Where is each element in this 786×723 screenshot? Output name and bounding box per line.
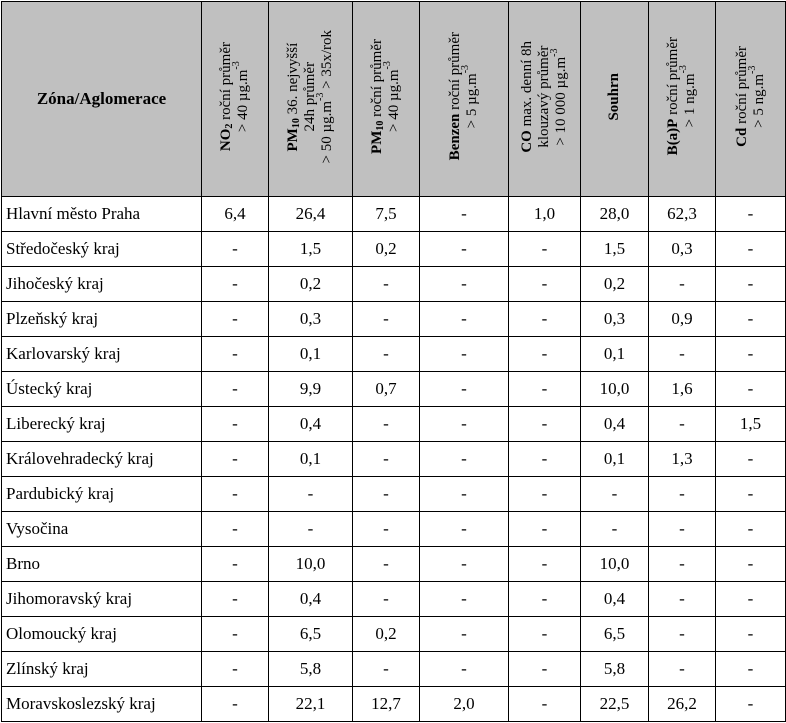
value-cell: 26,4 (269, 197, 353, 232)
value-cell: - (353, 512, 420, 547)
value-cell: - (420, 547, 509, 582)
value-cell: - (649, 407, 716, 442)
zone-cell: Jihomoravský kraj (2, 582, 202, 617)
value-cell: 1,0 (509, 197, 581, 232)
value-cell: - (716, 687, 786, 722)
zone-cell: Ústecký kraj (2, 372, 202, 407)
value-cell: - (420, 337, 509, 372)
value-cell: - (420, 302, 509, 337)
value-cell: - (202, 337, 269, 372)
header-no2: $NO_2$ roční průměr > 40 $\mu g.m^{-3}$ (202, 2, 269, 197)
value-cell: - (420, 232, 509, 267)
value-cell: - (420, 477, 509, 512)
value-cell: 6,5 (581, 617, 649, 652)
value-cell: - (716, 652, 786, 687)
value-cell: - (202, 232, 269, 267)
zone-cell: Plzeňský kraj (2, 302, 202, 337)
value-cell: 0,3 (581, 302, 649, 337)
value-cell: - (509, 337, 581, 372)
value-cell: - (202, 477, 269, 512)
value-cell: - (420, 267, 509, 302)
table-row (2, 512, 786, 547)
value-cell: - (716, 582, 786, 617)
value-cell: - (420, 407, 509, 442)
value-cell: 10,0 (581, 372, 649, 407)
value-cell: - (509, 302, 581, 337)
value-cell: - (353, 547, 420, 582)
value-cell: - (509, 547, 581, 582)
value-cell: 0,1 (269, 442, 353, 477)
value-cell: - (509, 582, 581, 617)
header-pm10-24h: $PM_{10}$ 36. nejvyšší 24h průměr > 50 $\mu g.m^{-3} > 35x/rok$ (269, 2, 353, 197)
zone-cell: Brno (2, 547, 202, 582)
table-row (2, 372, 786, 407)
value-cell: 0,9 (649, 302, 716, 337)
value-cell: 0,3 (649, 232, 716, 267)
value-cell: 2,0 (420, 687, 509, 722)
table-row (2, 652, 786, 687)
value-cell: - (716, 477, 786, 512)
value-cell: 1,5 (581, 232, 649, 267)
table-row (2, 442, 786, 477)
value-cell: 0,2 (353, 232, 420, 267)
value-cell: 26,2 (649, 687, 716, 722)
value-cell: - (716, 372, 786, 407)
value-cell: - (353, 582, 420, 617)
value-cell: 22,5 (581, 687, 649, 722)
value-cell: 6,4 (202, 197, 269, 232)
table-row (2, 687, 786, 722)
table-row (2, 547, 786, 582)
value-cell: - (202, 617, 269, 652)
value-cell: 0,4 (269, 582, 353, 617)
value-cell: - (716, 617, 786, 652)
table-row (2, 582, 786, 617)
value-cell: - (202, 267, 269, 302)
value-cell: - (420, 582, 509, 617)
value-cell: 0,1 (581, 442, 649, 477)
value-cell: - (649, 547, 716, 582)
value-cell: - (509, 652, 581, 687)
value-cell: 0,2 (353, 617, 420, 652)
value-cell: 5,8 (269, 652, 353, 687)
value-cell: - (420, 372, 509, 407)
zone-cell: Liberecký kraj (2, 407, 202, 442)
value-cell: - (202, 687, 269, 722)
value-cell: - (716, 547, 786, 582)
value-cell: - (420, 652, 509, 687)
header-zone: Zóna/Aglomerace (2, 2, 202, 197)
zone-cell: Pardubický kraj (2, 477, 202, 512)
zone-cell: Středočeský kraj (2, 232, 202, 267)
value-cell: 1,5 (269, 232, 353, 267)
value-cell: - (353, 302, 420, 337)
header-souhrn: Souhrn (581, 2, 649, 197)
value-cell: - (202, 442, 269, 477)
zone-cell: Královehradecký kraj (2, 442, 202, 477)
value-cell: - (716, 337, 786, 372)
value-cell: - (509, 232, 581, 267)
value-cell: - (716, 267, 786, 302)
value-cell: - (649, 652, 716, 687)
value-cell: - (716, 512, 786, 547)
table-body (2, 197, 786, 722)
value-cell: 9,9 (269, 372, 353, 407)
value-cell: 0,2 (269, 267, 353, 302)
table-row (2, 302, 786, 337)
value-cell: - (581, 477, 649, 512)
value-cell: - (509, 477, 581, 512)
value-cell: - (420, 617, 509, 652)
value-cell: - (420, 512, 509, 547)
table-row (2, 197, 786, 232)
value-cell: 0,4 (269, 407, 353, 442)
header-cd: Cd roční průměr > 5 $ng.m^{-3}$ (716, 2, 786, 197)
value-cell: 0,4 (581, 407, 649, 442)
value-cell: - (420, 197, 509, 232)
value-cell: - (509, 687, 581, 722)
value-cell: 0,1 (269, 337, 353, 372)
value-cell: - (649, 337, 716, 372)
header-bap: B(a)P roční průměr > 1 $ng.m^{-3}$ (649, 2, 716, 197)
value-cell: - (509, 407, 581, 442)
value-cell: 0,7 (353, 372, 420, 407)
value-cell: - (509, 442, 581, 477)
value-cell: - (202, 407, 269, 442)
value-cell: - (269, 512, 353, 547)
value-cell: 6,5 (269, 617, 353, 652)
value-cell: 0,4 (581, 582, 649, 617)
table-row (2, 337, 786, 372)
value-cell: - (202, 652, 269, 687)
zone-cell: Olomoucký kraj (2, 617, 202, 652)
value-cell: 10,0 (269, 547, 353, 582)
header-co: CO max. denní 8h klouzavý průměr > 10 000 $\mu g.m^{-3}$ (509, 2, 581, 197)
value-cell: - (649, 582, 716, 617)
value-cell: - (269, 477, 353, 512)
zone-cell: Hlavní město Praha (2, 197, 202, 232)
value-cell: - (202, 372, 269, 407)
value-cell: 10,0 (581, 547, 649, 582)
value-cell: 0,3 (269, 302, 353, 337)
value-cell: - (716, 197, 786, 232)
value-cell: 1,5 (716, 407, 786, 442)
zone-cell: Moravskoslezský kraj (2, 687, 202, 722)
value-cell: - (716, 232, 786, 267)
value-cell: 28,0 (581, 197, 649, 232)
value-cell: - (509, 512, 581, 547)
table-row (2, 232, 786, 267)
value-cell: 22,1 (269, 687, 353, 722)
value-cell: - (420, 442, 509, 477)
value-cell: 0,2 (581, 267, 649, 302)
value-cell: - (716, 302, 786, 337)
value-cell: - (649, 617, 716, 652)
value-cell: - (581, 512, 649, 547)
zone-cell: Vysočina (2, 512, 202, 547)
zone-cell: Jihočeský kraj (2, 267, 202, 302)
value-cell: 62,3 (649, 197, 716, 232)
value-cell: - (649, 512, 716, 547)
table-row (2, 407, 786, 442)
value-cell: - (202, 547, 269, 582)
header-benzen: Benzen roční průměr > 5 $\mu g.m^{-3}$ (420, 2, 509, 197)
value-cell: - (649, 267, 716, 302)
pollution-table (1, 1, 786, 722)
zone-cell: Karlovarský kraj (2, 337, 202, 372)
value-cell: - (353, 477, 420, 512)
value-cell: 1,3 (649, 442, 716, 477)
value-cell: - (649, 477, 716, 512)
value-cell: - (353, 407, 420, 442)
value-cell: - (509, 372, 581, 407)
value-cell: - (509, 267, 581, 302)
value-cell: - (353, 652, 420, 687)
value-cell: 12,7 (353, 687, 420, 722)
table-row (2, 267, 786, 302)
value-cell: - (716, 442, 786, 477)
header-pm10-year: $PM_{10}$ roční průměr > 40 $\mu g.m^{-3}$ (353, 2, 420, 197)
value-cell: 1,6 (649, 372, 716, 407)
value-cell: - (202, 512, 269, 547)
value-cell: 5,8 (581, 652, 649, 687)
value-cell: - (202, 582, 269, 617)
table-row (2, 477, 786, 512)
value-cell: - (353, 442, 420, 477)
header-row (2, 2, 786, 197)
value-cell: - (202, 302, 269, 337)
value-cell: 7,5 (353, 197, 420, 232)
value-cell: - (353, 267, 420, 302)
value-cell: - (509, 617, 581, 652)
zone-cell: Zlínský kraj (2, 652, 202, 687)
table-row (2, 617, 786, 652)
value-cell: 0,1 (581, 337, 649, 372)
value-cell: - (353, 337, 420, 372)
